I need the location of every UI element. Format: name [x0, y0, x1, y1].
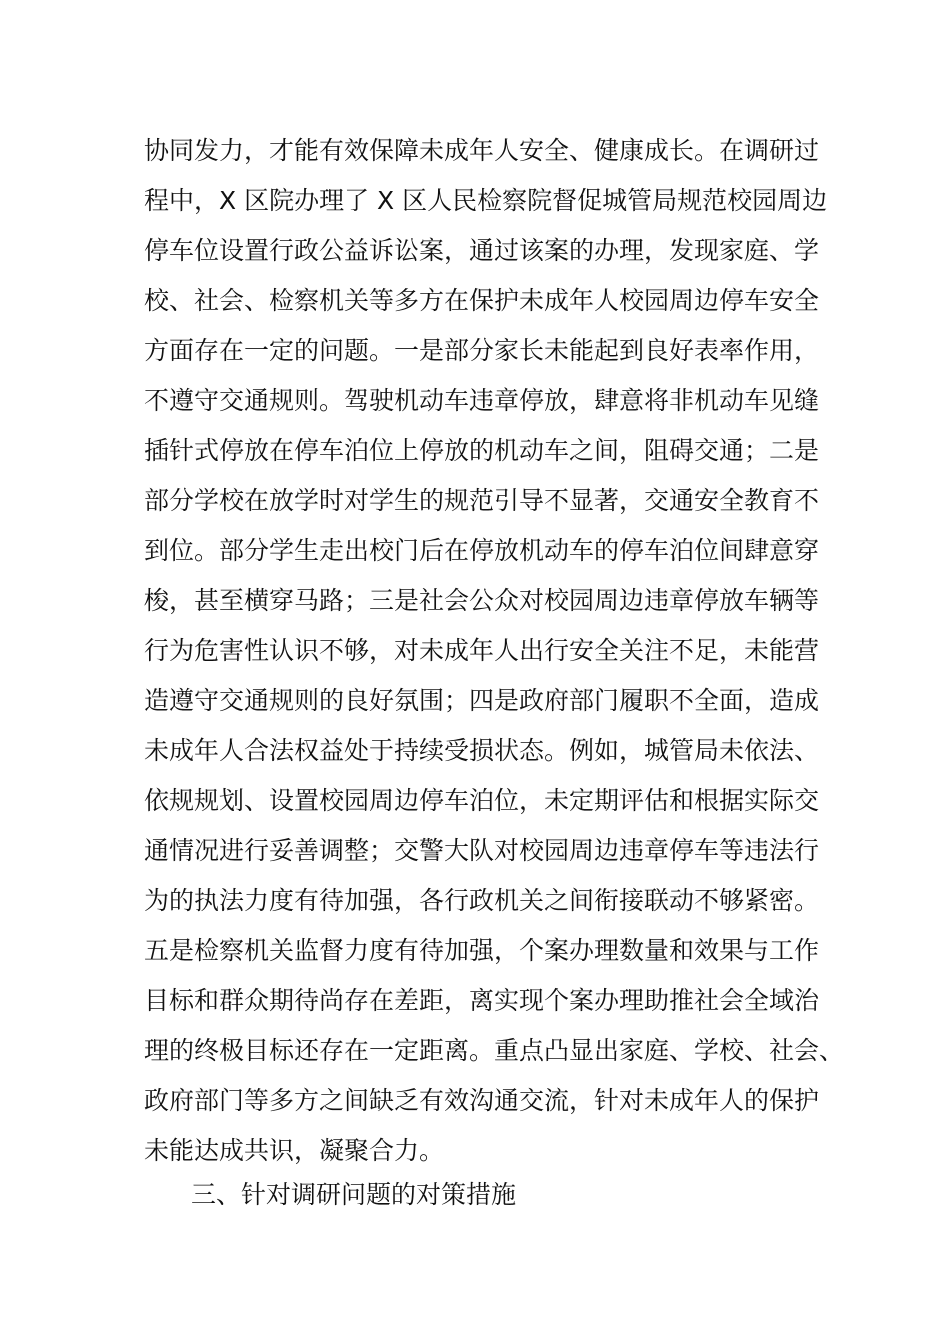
paragraph-line: 通情况进行妥善调整；交警大队对校园周边违章停车等违法行 [144, 836, 820, 865]
paragraph-line: 协同发力，才能有效保障未成年人安全、健康成长。在调研过 [144, 136, 820, 165]
paragraph-line: 校、社会、检察机关等多方在保护未成年人校园周边停车安全 [144, 286, 820, 315]
paragraph-line: 行为危害性认识不够，对未成年人出行安全关注不足，未能营 [144, 636, 820, 665]
paragraph-line: 方面存在一定的问题。一是部分家长未能起到良好表率作用， [144, 336, 820, 365]
paragraph-line: 部分学校在放学时对学生的规范引导不显著，交通安全教育不 [144, 486, 820, 515]
paragraph-line: 理的终极目标还存在一定距离。重点凸显出家庭、学校、社会、 [144, 1036, 845, 1065]
paragraph-line: 程中，X 区院办理了 X 区人民检察院督促城管局规范校园周边 [144, 186, 828, 215]
paragraph-line: 未能达成共识，凝聚合力。 [144, 1136, 445, 1165]
paragraph-line: 五是检察机关监督力度有待加强，个案办理数量和效果与工作 [144, 936, 820, 965]
paragraph-line: 目标和群众期待尚存在差距，离实现个案办理助推社会全域治 [144, 986, 820, 1015]
paragraph-line: 政府部门等多方之间缺乏有效沟通交流，针对未成年人的保护 [144, 1086, 820, 1115]
paragraph-line: 梭，甚至横穿马路；三是社会公众对校园周边违章停放车辆等 [144, 586, 820, 615]
body-paragraph [144, 126, 844, 1176]
paragraph-line: 未成年人合法权益处于持续受损状态。例如，城管局未依法、 [144, 736, 820, 765]
paragraph-line: 造遵守交通规则的良好氛围；四是政府部门履职不全面，造成 [144, 686, 820, 715]
paragraph-line: 插针式停放在停车泊位上停放的机动车之间，阻碍交通；二是 [144, 436, 820, 465]
section-heading: 三、针对调研问题的对策措施 [191, 1180, 517, 1209]
paragraph-line: 不遵守交通规则。驾驶机动车违章停放，肆意将非机动车见缝 [144, 386, 820, 415]
paragraph-line: 停车位设置行政公益诉讼案，通过该案的办理，发现家庭、学 [144, 236, 820, 265]
paragraph-line: 依规规划、设置校园周边停车泊位，未定期评估和根据实际交 [144, 786, 820, 815]
paragraph-line: 为的执法力度有待加强，各行政机关之间衔接联动不够紧密。 [144, 886, 820, 915]
paragraph-line: 到位。部分学生走出校门后在停放机动车的停车泊位间肆意穿 [144, 536, 820, 565]
